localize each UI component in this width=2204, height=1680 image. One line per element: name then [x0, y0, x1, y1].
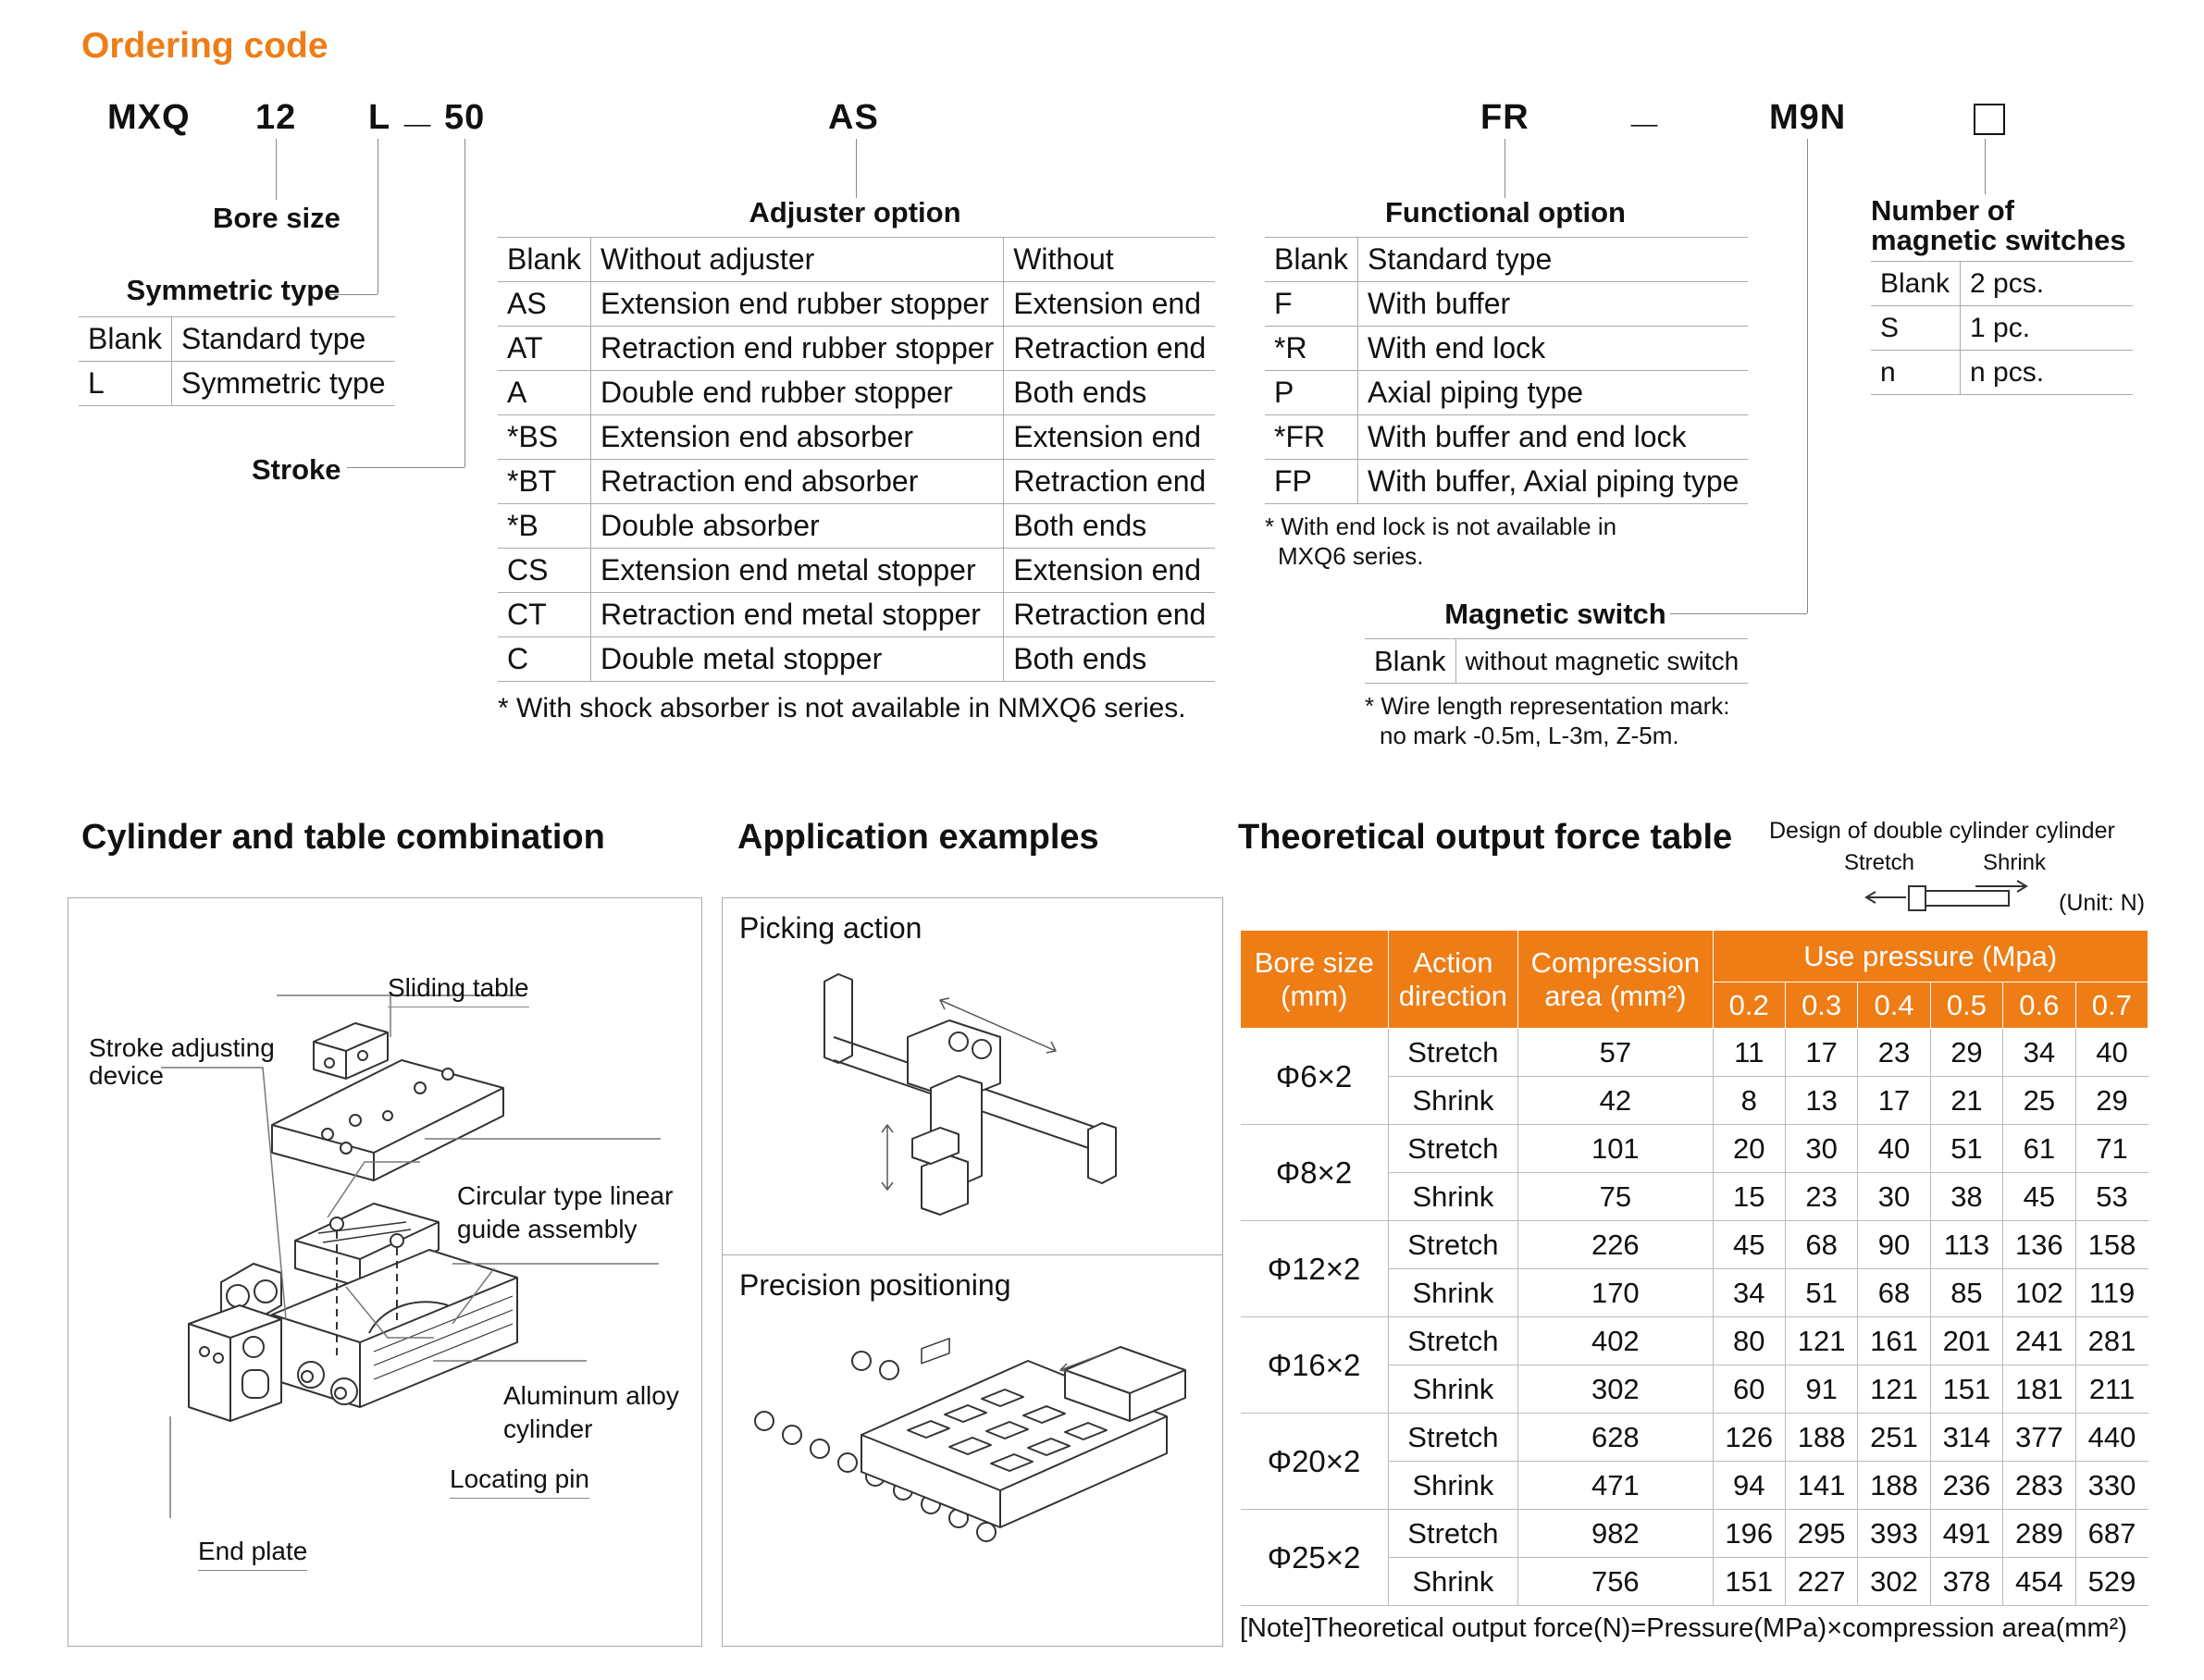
header-area-line: area (mm²) [1544, 979, 1687, 1012]
switches-row [1871, 306, 2133, 351]
functional-row [1265, 327, 1748, 371]
combination-title: Cylinder and table combination [81, 818, 605, 857]
code-switch-count-box [1974, 104, 2005, 135]
force-cell: 51 [1930, 1125, 2002, 1173]
force-cell: 281 [2075, 1317, 2148, 1365]
adjuster-position: Retraction end [1004, 593, 1216, 637]
force-cell: 241 [2003, 1317, 2075, 1365]
force-cell: 283 [2003, 1462, 2075, 1510]
code-bore: 12 [255, 98, 297, 137]
action-cell: Stretch [1388, 1125, 1517, 1173]
end-plate-label: End plate [198, 1535, 307, 1571]
force-cell: 295 [1785, 1510, 1857, 1558]
force-cell: 188 [1858, 1462, 1930, 1510]
area-cell: 170 [1518, 1269, 1713, 1317]
functional-row [1265, 371, 1748, 415]
ordering-code-title: Ordering code [81, 26, 328, 66]
adjuster-desc: Double absorber [591, 504, 1004, 549]
adjuster-desc: Extension end rubber stopper [591, 282, 1004, 327]
force-title: Theoretical output force table [1238, 818, 1733, 857]
functional-code: *R [1265, 327, 1358, 371]
force-cell: 251 [1858, 1414, 1930, 1462]
force-row [1241, 1029, 2148, 1077]
leader-magnetic-v [1807, 139, 1808, 613]
adjuster-row [498, 238, 1215, 282]
functional-desc: Axial piping type [1358, 371, 1749, 415]
code-symmetric: L [368, 98, 391, 137]
header-action-line: direction [1398, 979, 1507, 1012]
header-pressure: 0.5 [1930, 982, 2002, 1029]
force-cell: 23 [1785, 1173, 1857, 1221]
bore-size-cell: Φ6×2 [1241, 1029, 1389, 1125]
force-cell: 529 [2075, 1558, 2148, 1606]
adjuster-desc: Extension end metal stopper [591, 549, 1004, 593]
magnetic-title: Magnetic switch [1444, 598, 1666, 630]
force-cell: 90 [1858, 1221, 1930, 1269]
action-cell: Stretch [1388, 1317, 1517, 1365]
force-cell: 378 [1930, 1558, 2002, 1606]
force-cell: 102 [2003, 1269, 2075, 1317]
symmetric-table [79, 316, 395, 406]
functional-code: FP [1265, 460, 1358, 504]
precision-label: Precision positioning [739, 1268, 1011, 1302]
force-cell: 113 [1930, 1221, 2002, 1269]
area-cell: 302 [1518, 1365, 1713, 1414]
action-cell: Shrink [1388, 1077, 1517, 1125]
adjuster-table [498, 237, 1215, 682]
area-cell: 628 [1518, 1414, 1713, 1462]
adjuster-position: Both ends [1004, 637, 1216, 682]
guide-label-line: Circular type linear [457, 1181, 674, 1210]
adjuster-position: Retraction end [1004, 327, 1216, 371]
adjuster-code: CS [498, 549, 591, 593]
adjuster-desc: Retraction end rubber stopper [591, 327, 1004, 371]
force-cell: 23 [1858, 1029, 1930, 1077]
switches-code: n [1871, 351, 1961, 395]
leader-adjuster [856, 139, 857, 198]
force-cell: 151 [1930, 1365, 2002, 1414]
magnetic-note [1365, 691, 1746, 750]
force-cell: 30 [1858, 1173, 1930, 1221]
header-pressure: 0.4 [1858, 982, 1930, 1029]
switches-row [1871, 351, 2133, 395]
functional-desc: With buffer, Axial piping type [1358, 460, 1749, 504]
design-caption: Design of double cylinder cylinder [1769, 818, 2115, 844]
force-cell: 29 [2075, 1077, 2148, 1125]
header-action [1388, 931, 1517, 1029]
leader-switches [1985, 139, 1986, 194]
functional-title: Functional option [1384, 196, 1626, 229]
end-plate-shape [189, 1305, 281, 1421]
application-drawings [723, 898, 1222, 1646]
functional-row [1265, 282, 1748, 327]
functional-code: F [1265, 282, 1358, 327]
adjuster-code: A [498, 371, 591, 415]
leader-stroke-v [464, 139, 465, 467]
header-pressure: 0.3 [1785, 982, 1857, 1029]
switches-code: S [1871, 306, 1961, 351]
header-action-line: Action [1413, 945, 1493, 979]
alu-label-line: cylinder [503, 1414, 593, 1443]
adjuster-code: Blank [498, 238, 591, 282]
force-cell: 34 [1713, 1269, 1785, 1317]
adjuster-row [498, 327, 1215, 371]
adjuster-position: Extension end [1004, 282, 1216, 327]
switches-desc: 2 pcs. [1961, 262, 2134, 306]
force-cell: 377 [2003, 1414, 2075, 1462]
adjuster-desc: Extension end absorber [591, 415, 1004, 460]
area-cell: 756 [1518, 1558, 1713, 1606]
bore-size-cell: Φ25×2 [1241, 1510, 1389, 1606]
area-cell: 402 [1518, 1317, 1713, 1365]
force-cell: 491 [1930, 1510, 2002, 1558]
adjuster-code: *B [498, 504, 591, 549]
adjuster-position: Retraction end [1004, 460, 1216, 504]
header-pressure: 0.7 [2075, 982, 2148, 1029]
force-cell: 289 [2003, 1510, 2075, 1558]
force-cell: 17 [1858, 1077, 1930, 1125]
force-cell: 29 [1930, 1029, 2002, 1077]
force-cell: 126 [1713, 1414, 1785, 1462]
adjuster-desc: Retraction end metal stopper [591, 593, 1004, 637]
force-cell: 17 [1785, 1029, 1857, 1077]
force-cell: 25 [2003, 1077, 2075, 1125]
adjuster-desc: Retraction end absorber [591, 460, 1004, 504]
header-area [1518, 931, 1713, 1029]
force-cell: 440 [2075, 1414, 2148, 1462]
adjuster-row [498, 415, 1215, 460]
code-series: MXQ [107, 98, 191, 137]
adjuster-row [498, 637, 1215, 682]
action-cell: Shrink [1388, 1462, 1517, 1510]
area-cell: 226 [1518, 1221, 1713, 1269]
force-cell: 94 [1713, 1462, 1785, 1510]
force-cell: 71 [2075, 1125, 2148, 1173]
force-cell: 51 [1785, 1269, 1857, 1317]
symmetric-code: L [79, 362, 172, 406]
picking-label: Picking action [739, 911, 922, 945]
force-cell: 40 [1858, 1125, 1930, 1173]
application-panel [722, 897, 1223, 1647]
action-cell: Shrink [1388, 1269, 1517, 1317]
force-cell: 302 [1858, 1558, 1930, 1606]
action-cell: Stretch [1388, 1414, 1517, 1462]
force-cell: 21 [1930, 1077, 2002, 1125]
adjuster-desc: Double end rubber stopper [591, 371, 1004, 415]
functional-row [1265, 238, 1748, 282]
force-cell: 8 [1713, 1077, 1785, 1125]
force-cell: 119 [2075, 1269, 2148, 1317]
magnetic-code: Blank [1365, 639, 1455, 684]
sliding-table-label: Sliding table [388, 971, 529, 1007]
action-cell: Stretch [1388, 1029, 1517, 1077]
functional-row [1265, 460, 1748, 504]
action-cell: Shrink [1388, 1173, 1517, 1221]
adjuster-code: *BS [498, 415, 591, 460]
force-cell: 236 [1930, 1462, 2002, 1510]
functional-note-line: MXQ6 series. [1278, 542, 1424, 570]
force-cell: 40 [2075, 1029, 2148, 1077]
force-cell: 91 [1785, 1365, 1857, 1414]
bore-size-cell: Φ20×2 [1241, 1414, 1389, 1510]
symmetric-title: Symmetric type [126, 274, 341, 306]
header-pressure: 0.6 [2003, 982, 2075, 1029]
bore-size-label: Bore size [213, 202, 341, 234]
force-cell: 181 [2003, 1365, 2075, 1414]
stroke-device-label-line: device [89, 1061, 164, 1090]
code-adjuster: AS [828, 98, 879, 137]
adjuster-position: Extension end [1004, 415, 1216, 460]
functional-code: *FR [1265, 415, 1358, 460]
bore-size-cell: Φ16×2 [1241, 1317, 1389, 1414]
area-cell: 471 [1518, 1462, 1713, 1510]
force-cell: 45 [1713, 1221, 1785, 1269]
adjuster-position: Both ends [1004, 504, 1216, 549]
alu-label-line: Aluminum alloy [503, 1381, 679, 1410]
adjuster-row [498, 504, 1215, 549]
action-cell: Stretch [1388, 1221, 1517, 1269]
force-cell: 85 [1930, 1269, 2002, 1317]
design-shrink-label: Shrink [1983, 850, 2047, 875]
functional-desc: With end lock [1358, 327, 1749, 371]
adjuster-code: *BT [498, 460, 591, 504]
adjuster-row [498, 593, 1215, 637]
leader-stroke-h [347, 467, 464, 468]
force-cell: 330 [2075, 1462, 2148, 1510]
force-cell: 158 [2075, 1221, 2148, 1269]
force-cell: 61 [2003, 1125, 2075, 1173]
adjuster-row [498, 371, 1215, 415]
functional-desc: With buffer and end lock [1358, 415, 1749, 460]
functional-note [1265, 512, 1746, 571]
header-use-pressure: Use pressure (Mpa) [1713, 931, 2148, 982]
adjuster-desc: Without adjuster [591, 238, 1004, 282]
adjuster-row [498, 460, 1215, 504]
force-cell: 53 [2075, 1173, 2148, 1221]
functional-note-line: * With end lock is not available in [1265, 513, 1617, 540]
unit-label: (Unit: N) [2059, 890, 2146, 916]
area-cell: 42 [1518, 1077, 1713, 1125]
header-pressure: 0.2 [1713, 982, 1785, 1029]
switches-title [1871, 196, 2133, 255]
switches-desc: n pcs. [1961, 351, 2134, 395]
guide-label-line: guide assembly [457, 1215, 638, 1243]
locating-pin-label: Locating pin [450, 1463, 589, 1499]
adjuster-note: * With shock absorber is not available in NMXQ6 series. [498, 693, 1186, 723]
switches-code: Blank [1871, 262, 1961, 306]
force-cell: 60 [1713, 1365, 1785, 1414]
force-cell: 196 [1713, 1510, 1785, 1558]
functional-row [1265, 415, 1748, 460]
header-bore [1241, 931, 1389, 1029]
action-cell: Shrink [1388, 1558, 1517, 1606]
adjuster-position: Without [1004, 238, 1216, 282]
adjuster-position: Extension end [1004, 549, 1216, 593]
functional-code: Blank [1265, 238, 1358, 282]
force-row [1241, 1221, 2148, 1269]
leader-bore [276, 139, 277, 200]
force-cell: 68 [1785, 1221, 1857, 1269]
force-cell: 151 [1713, 1558, 1785, 1606]
force-cell: 20 [1713, 1125, 1785, 1173]
adjuster-code: C [498, 637, 591, 682]
switches-title-line: magnetic switches [1871, 224, 2126, 256]
code-stroke: 50 [444, 98, 486, 137]
code-dash-2: － [1627, 108, 1664, 147]
header-bore-line: Bore size [1254, 945, 1374, 979]
magnetic-desc: without magnetic switch [1455, 639, 1748, 684]
adjuster-code: AS [498, 282, 591, 327]
force-cell: 141 [1785, 1462, 1857, 1510]
guide-assembly-label [457, 1180, 673, 1246]
force-row [1241, 1125, 2148, 1173]
application-title: Application examples [737, 818, 1099, 857]
force-row [1241, 1317, 2148, 1365]
force-cell: 211 [2075, 1365, 2148, 1414]
force-cell: 30 [1785, 1125, 1857, 1173]
area-cell: 982 [1518, 1510, 1713, 1558]
symmetric-desc: Symmetric type [172, 362, 395, 406]
exploded-view-drawing [68, 898, 701, 1646]
double-cylinder-icon [1864, 879, 2031, 916]
header-bore-line: (mm) [1281, 979, 1348, 1012]
force-cell: 38 [1930, 1173, 2002, 1221]
force-row [1241, 1414, 2148, 1462]
force-row [1241, 1510, 2148, 1558]
combination-diagram [68, 897, 702, 1647]
code-functional: FR [1480, 98, 1529, 137]
adjuster-position: Both ends [1004, 371, 1216, 415]
force-cell: 161 [1858, 1317, 1930, 1365]
adjuster-row [498, 549, 1215, 593]
adjuster-code: CT [498, 593, 591, 637]
functional-desc: Standard type [1358, 238, 1749, 282]
symmetric-code: Blank [79, 317, 172, 362]
magnetic-note-line: * Wire length representation mark: [1365, 692, 1730, 720]
stroke-device-label-line: Stroke adjusting [89, 1033, 275, 1062]
adjuster-desc: Double metal stopper [591, 637, 1004, 682]
force-note: [Note]Theoretical output force(N)=Pressure(MPa)×compression area(mm²) [1240, 1613, 2127, 1643]
design-stretch-label: Stretch [1844, 850, 1915, 875]
code-dash-1: － [400, 108, 437, 147]
bore-size-cell: Φ12×2 [1241, 1221, 1389, 1317]
force-cell: 80 [1713, 1317, 1785, 1365]
force-cell: 11 [1713, 1029, 1785, 1077]
force-cell: 136 [2003, 1221, 2075, 1269]
bore-size-cell: Φ8×2 [1241, 1125, 1389, 1221]
force-cell: 188 [1785, 1414, 1857, 1462]
code-switch: M9N [1769, 98, 1847, 137]
force-table-wrap [1240, 930, 2148, 1644]
adjuster-code: AT [498, 327, 591, 371]
functional-code: P [1265, 371, 1358, 415]
functional-desc: With buffer [1358, 282, 1749, 327]
force-cell: 121 [1858, 1365, 1930, 1414]
switches-title-line: Number of [1871, 194, 2014, 227]
force-cell: 68 [1858, 1269, 1930, 1317]
force-cell: 15 [1713, 1173, 1785, 1221]
force-table [1240, 930, 2148, 1606]
aluminum-cylinder-label [503, 1379, 679, 1446]
force-cell: 121 [1785, 1317, 1857, 1365]
action-cell: Stretch [1388, 1510, 1517, 1558]
force-cell: 34 [2003, 1029, 2075, 1077]
area-cell: 75 [1518, 1173, 1713, 1221]
force-cell: 13 [1785, 1077, 1857, 1125]
area-cell: 57 [1518, 1029, 1713, 1077]
switches-table [1871, 261, 2133, 395]
symmetric-desc: Standard type [172, 317, 395, 362]
switches-row [1871, 262, 2133, 306]
adjuster-row [498, 282, 1215, 327]
force-cell: 454 [2003, 1558, 2075, 1606]
action-cell: Shrink [1388, 1365, 1517, 1414]
stroke-label: Stroke [252, 453, 341, 486]
force-cell: 227 [1785, 1558, 1857, 1606]
stroke-device-label [89, 1034, 275, 1090]
force-cell: 45 [2003, 1173, 2075, 1221]
area-cell: 101 [1518, 1125, 1713, 1173]
force-cell: 393 [1858, 1510, 1930, 1558]
magnetic-note-line: no mark -0.5m, L-3m, Z-5m. [1380, 722, 1679, 749]
force-cell: 687 [2075, 1510, 2148, 1558]
force-cell: 314 [1930, 1414, 2002, 1462]
magnetic-table [1365, 638, 1748, 684]
adjuster-title: Adjuster option [749, 196, 961, 229]
leader-functional [1504, 139, 1505, 198]
switches-desc: 1 pc. [1961, 306, 2134, 351]
functional-table [1265, 237, 1748, 504]
header-area-line: Compression [1530, 945, 1701, 979]
force-cell: 201 [1930, 1317, 2002, 1365]
